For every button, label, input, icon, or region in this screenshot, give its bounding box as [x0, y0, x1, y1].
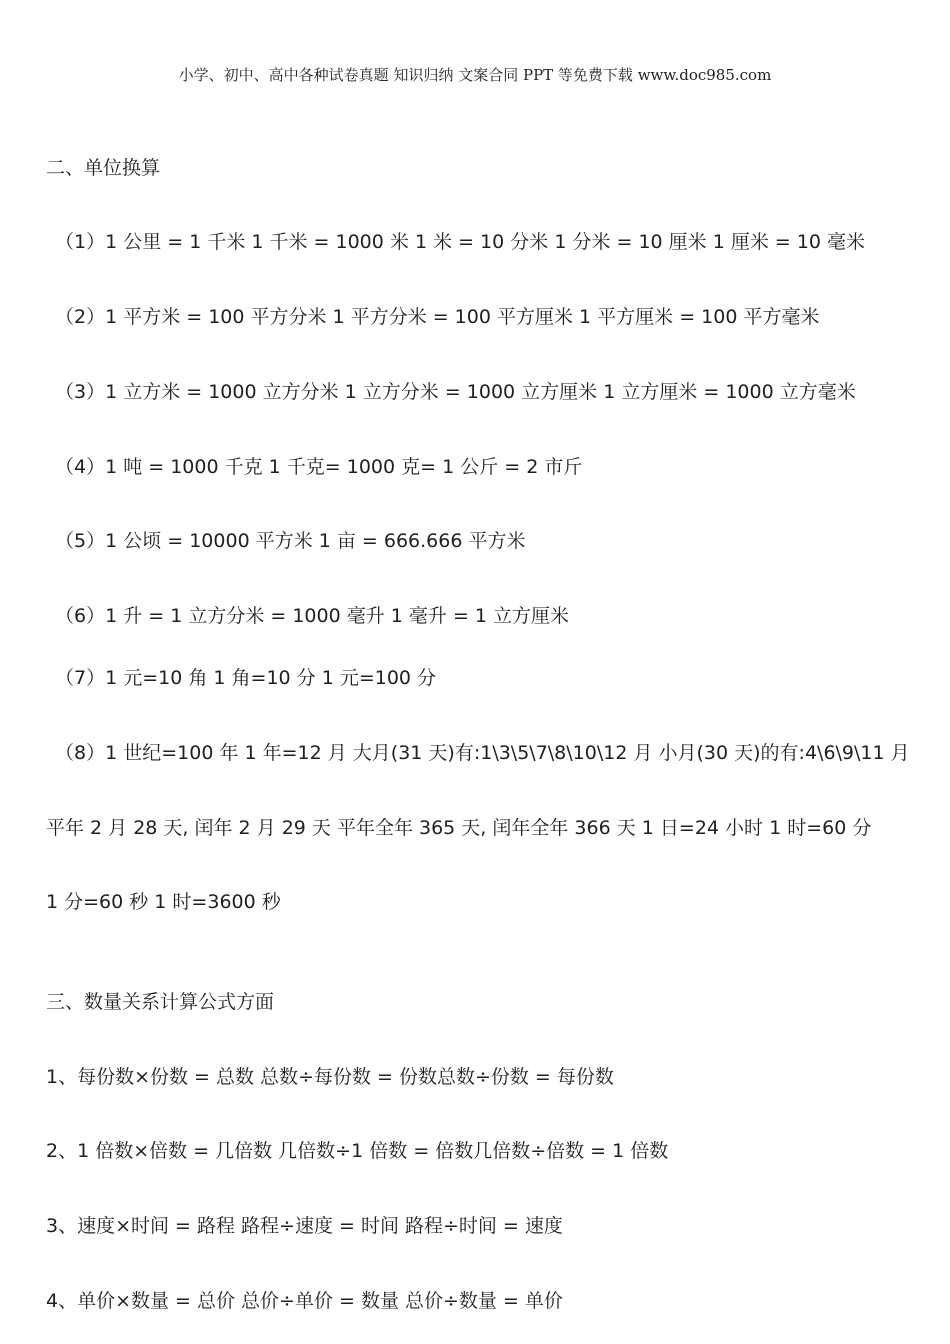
conversion-item: （1）1 公里 = 1 千米 1 千米 = 1000 米 1 米 = 10 分米 1 分米 = 10 厘米 1 厘米 = 10 毫米: [55, 231, 866, 253]
conversion-item: （2）1 平方米 = 100 平方分米 1 平方分米 = 100 平方厘米 1 平方厘米 = 100 平方毫米: [55, 306, 820, 328]
conversion-continuation: 1 分=60 秒 1 时=3600 秒: [46, 891, 281, 913]
conversion-item: （3）1 立方米 = 1000 立方分米 1 立方分米 = 1000 立方厘米 1 立方厘米 = 1000 立方毫米: [55, 381, 856, 403]
page-header: 小学、初中、高中各种试卷真题 知识归纳 文案合同 PPT 等免费下载 www.doc985.com: [178, 66, 772, 84]
conversion-continuation: 平年 2 月 28 天, 闰年 2 月 29 天 平年全年 365 天, 闰年全年 366 天 1 日=24 小时 1 时=60 分: [46, 817, 872, 839]
conversion-item: （7）1 元=10 角 1 角=10 分 1 元=100 分: [55, 667, 437, 689]
conversion-item: （8）1 世纪=100 年 1 年=12 月 大月(31 天)有:1\3\5\7\8\10\12 月 小月(30 天)的有:4\6\9\11 月: [55, 742, 910, 764]
formula-item: 1、每份数×份数 = 总数 总数÷每份数 = 份数总数÷份数 = 每份数: [46, 1066, 614, 1088]
formula-item: 3、速度×时间 = 路程 路程÷速度 = 时间 路程÷时间 = 速度: [46, 1215, 563, 1237]
conversion-item: （6）1 升 = 1 立方分米 = 1000 毫升 1 毫升 = 1 立方厘米: [55, 605, 570, 627]
section-title-formulas: 三、数量关系计算公式方面: [46, 991, 275, 1013]
formula-item: 4、单价×数量 = 总价 总价÷单价 = 数量 总价÷数量 = 单价: [46, 1290, 563, 1312]
formula-item: 2、1 倍数×倍数 = 几倍数 几倍数÷1 倍数 = 倍数几倍数÷倍数 = 1 倍数: [46, 1140, 669, 1162]
conversion-item: （4）1 吨 = 1000 千克 1 千克= 1000 克= 1 公斤 = 2 市斤: [55, 456, 583, 478]
section-title-unit-conversion: 二、单位换算: [46, 157, 161, 179]
conversion-item: （5）1 公顷 = 10000 平方米 1 亩 = 666.666 平方米: [55, 530, 526, 552]
